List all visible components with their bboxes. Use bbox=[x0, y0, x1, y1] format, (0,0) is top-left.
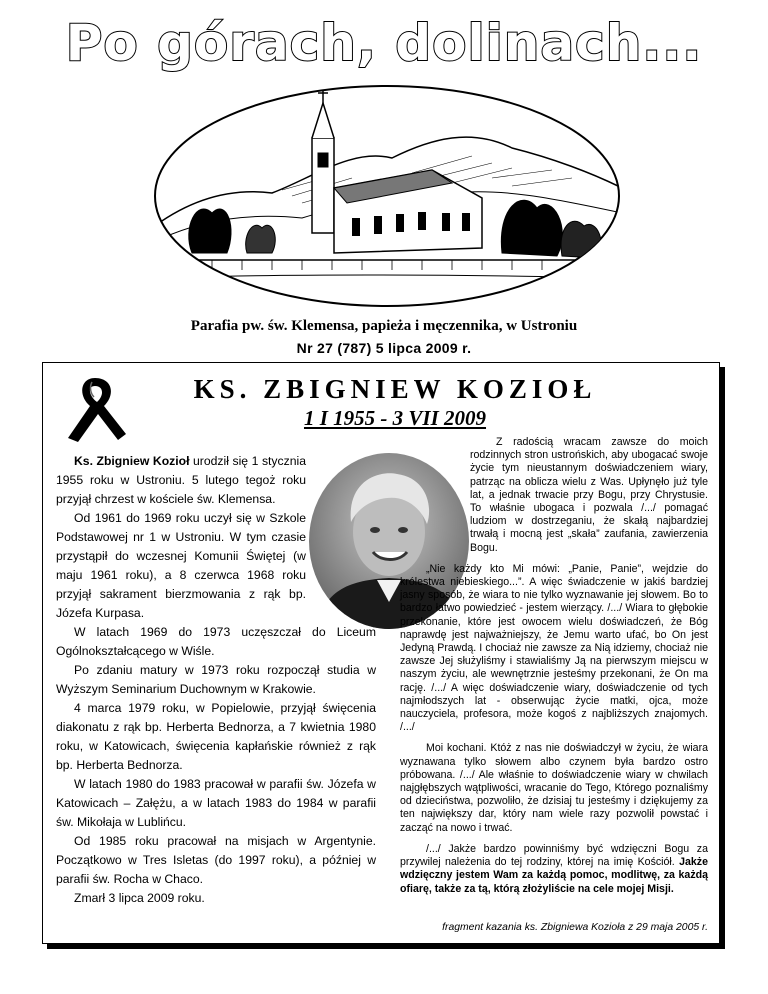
masthead-title: Po górach, dolinach... bbox=[65, 14, 703, 72]
bio-paragraph: Od 1985 roku pracował na misjach w Argentynie. Początkowo w Tres Isletas (do 1997 roku), a później w parafii św. Rocha w Chaco. bbox=[56, 834, 376, 886]
sermon-column bbox=[400, 436, 708, 904]
sermon-closing-paragraph: /.../ Jakże bardzo powinniśmy być wdzięczni Bogu za przywilej należenia do tej rodziny, której na imię Kościół. Jakże wdzięczny jestem Wam za każdą pomoc, modlitwę, za każdą ofiarę, także za tą, którą złożyliście na cele mojej Misji. bbox=[400, 842, 708, 895]
sermon-paragraph: Z radością wracam zawsze do moich rodzinnych stron ustrońskich, aby ubogacać swoje życie tym nieustannym doświadczeniem wiary, patrząc na oblicza wielu z Was. Upłynęło już tyle lat, a jednak trwacie przy Bogu, przy Chrystusie. To właśnie ubogaca i pozwala /.../ pomagać ludziom w dostrzeganiu, że skałą najbardziej trwałą i mocną jest „skała” zaufania, zawierzenia Bogu. bbox=[470, 436, 708, 554]
parish-name: Parafia pw. św. Klemensa, papieża i męczennika, w Ustroniu bbox=[190, 318, 578, 334]
bio-paragraph: W latach 1980 do 1983 pracował w parafii św. Józefa w Katowicach – Załężu, a w latach 1983 do 1984 w parafii św. Mikołaja w Lublińcu. bbox=[56, 777, 376, 829]
sermon-paragraph: Moi kochani. Któż z nas nie doświadczył w życiu, że wiara wyznawana tylko słowem albo czynem była bardzo ostro próbowana. /.../ Ale właśnie to doświadczenie wiary w chwilach najgłębszych wątpliwości, wracanie do Tego, Którego poznaliśmy od dzieciństwa, pozwoliło, że dzisiaj tu jesteśmy i dziękujemy za ten największy dar, który nam wiele razy pozwolił powstać i zacząć na nowo i trwać. bbox=[400, 742, 708, 834]
sermon-source-caption: fragment kazania ks. Zbigniewa Kozioła z 29 maja 2005 r. bbox=[442, 922, 708, 933]
bio-paragraph: Po zdaniu matury w 1973 roku rozpoczął studia w Wyższym Seminarium Duchownym w Krakowie. bbox=[56, 663, 376, 696]
bio-paragraph: Ks. Zbigniew Kozioł urodził się 1 stycznia 1955 roku w Ustroniu. 5 lutego tegoż roku przyjął chrzest w kościele św. Klemensa. bbox=[56, 454, 306, 506]
obituary-name: KS. ZBIGNIEW KOZIOŁ bbox=[193, 374, 597, 404]
obituary-dates: 1 I 1955 - 3 VII 2009 bbox=[303, 406, 487, 430]
bio-paragraph: 4 marca 1979 roku, w Popielowie, przyjął święcenia diakonatu z rąk bp. Herberta Bednorza, a 7 kwietnia 1980 roku, w Katowicach, święcenia kapłańskie również z rąk bp. Herberta Bednorza. bbox=[56, 701, 376, 772]
bio-paragraph: Od 1961 do 1969 roku uczył się w Szkole Podstawowej nr 1 w Ustroniu. W tym czasie przystąpił do wczesnej Komunii Świętej (w maju 1961 roku), a 8 czerwca 1968 roku przyjął sakrament bierzmowania z rąk bp. Józefa Kurpasa. bbox=[56, 511, 306, 620]
bio-paragraph: W latach 1969 do 1973 uczęszczał do Liceum Ogólnokształcącego w Wiśle. bbox=[56, 625, 376, 658]
biography-column bbox=[56, 452, 376, 908]
sermon-paragraph: „Nie każdy kto Mi mówi: „Panie, Panie”, wejdzie do królestwa niebieskiego...”. A więc świadczenie w jakiś bardziej jasny sposób, że wiara to nie tylko wyznawanie jej słowem. Bo to bardzo łatwo powiedzieć - jestem wierzący. /.../ Wiara to głębokie przekonanie, które jest owocem wielu doświadczeń, że Bóg naprawdę jest najważniejszy, że Jemu warto ufać, bo On jest Jedyną Prawdą. I chociaż nie zawsze za Nią idziemy, chociaż nie zawsze Jej służyliśmy i stawialiśmy Ją na pierwszym miejscu w naszym życiu, ale wewnętrznie jesteśmy przekonani, że On ma rację. /.../ A więc doświadczenie wiary, doświadczenie od tych najmłodszych lat - obserwując życie matki, ojca, może nauczyciela, profesora, może kogoś z najbliższych znajomych. /.../ bbox=[400, 562, 708, 734]
mourning-ribbon-icon bbox=[62, 372, 132, 444]
issue-number-date: Nr 27 (787) 5 lipca 2009 r. bbox=[296, 340, 472, 356]
church-illustration bbox=[152, 78, 622, 308]
bio-paragraph: Zmarł 3 lipca 2009 roku. bbox=[74, 891, 205, 905]
